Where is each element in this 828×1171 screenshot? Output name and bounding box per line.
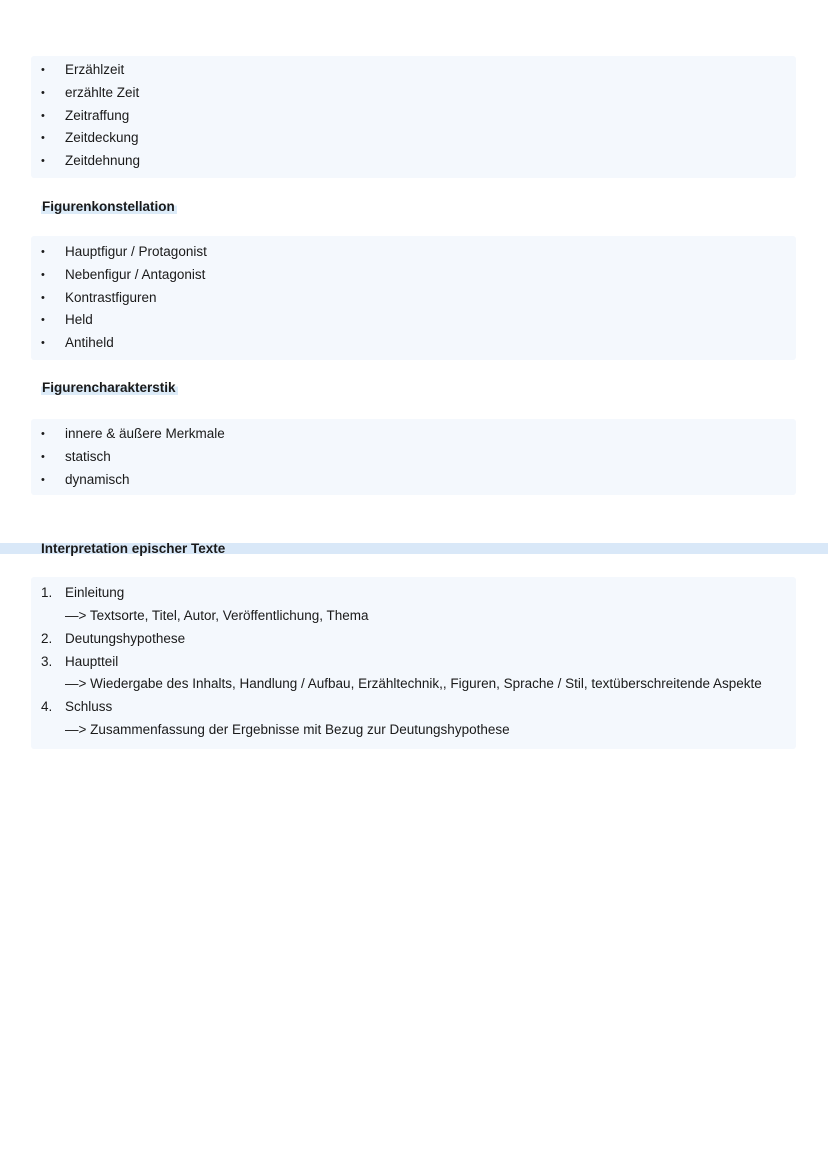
bullet-icon: • bbox=[41, 337, 45, 349]
step-label: Deutungshypothese bbox=[65, 631, 186, 646]
list-item: Erzählzeit bbox=[65, 62, 125, 77]
heading-figurenkonstellation bbox=[41, 198, 177, 216]
heading-text: Figurencharakterstik bbox=[42, 380, 176, 395]
step-detail: —> Zusammenfassung der Ergebnisse mit Bezug zur Deutungshypothese bbox=[65, 722, 510, 737]
bullet-icon: • bbox=[41, 474, 45, 486]
bullet-icon: • bbox=[41, 110, 45, 122]
bullet-icon: • bbox=[41, 314, 45, 326]
bullet-icon: • bbox=[41, 428, 45, 440]
list-item: Kontrastfiguren bbox=[65, 290, 157, 305]
list-item: Antiheld bbox=[65, 335, 114, 350]
bullet-icon: • bbox=[41, 246, 45, 258]
list-item: Zeitdehnung bbox=[65, 153, 141, 168]
list-item: Nebenfigur / Antagonist bbox=[65, 267, 206, 282]
list-item: Held bbox=[65, 312, 93, 327]
list-item: erzählte Zeit bbox=[65, 85, 140, 100]
step-number: 3. bbox=[41, 654, 53, 669]
step-label: Hauptteil bbox=[65, 654, 119, 669]
step-number: 2. bbox=[41, 631, 53, 646]
step-detail: —> Textsorte, Titel, Autor, Veröffentlichung, Thema bbox=[65, 608, 369, 623]
step-number: 1. bbox=[41, 585, 53, 600]
step-detail: —> Wiedergabe des Inhalts, Handlung / Aufbau, Erzähltechnik,, Figuren, Sprache / Stil, textüberschreitende Aspekte bbox=[65, 676, 762, 691]
list-item: Zeitraffung bbox=[65, 108, 130, 123]
zeit-list-box bbox=[31, 56, 796, 178]
bullet-icon: • bbox=[41, 87, 45, 99]
bullet-icon: • bbox=[41, 269, 45, 281]
list-item: dynamisch bbox=[65, 472, 130, 487]
list-item: Zeitdeckung bbox=[65, 130, 139, 145]
step-number: 4. bbox=[41, 699, 53, 714]
bullet-icon: • bbox=[41, 132, 45, 144]
bullet-icon: • bbox=[41, 64, 45, 76]
step-label: Einleitung bbox=[65, 585, 125, 600]
heading-interpretation: Interpretation epischer Texte bbox=[41, 541, 226, 556]
heading-figurencharakteristik bbox=[41, 379, 178, 397]
list-item: Hauptfigur / Protagonist bbox=[65, 244, 207, 259]
bullet-icon: • bbox=[41, 451, 45, 463]
bullet-icon: • bbox=[41, 155, 45, 167]
list-item: innere & äußere Merkmale bbox=[65, 426, 225, 441]
bullet-icon: • bbox=[41, 292, 45, 304]
heading-text: Figurenkonstellation bbox=[42, 199, 175, 214]
list-item: statisch bbox=[65, 449, 111, 464]
step-label: Schluss bbox=[65, 699, 113, 714]
